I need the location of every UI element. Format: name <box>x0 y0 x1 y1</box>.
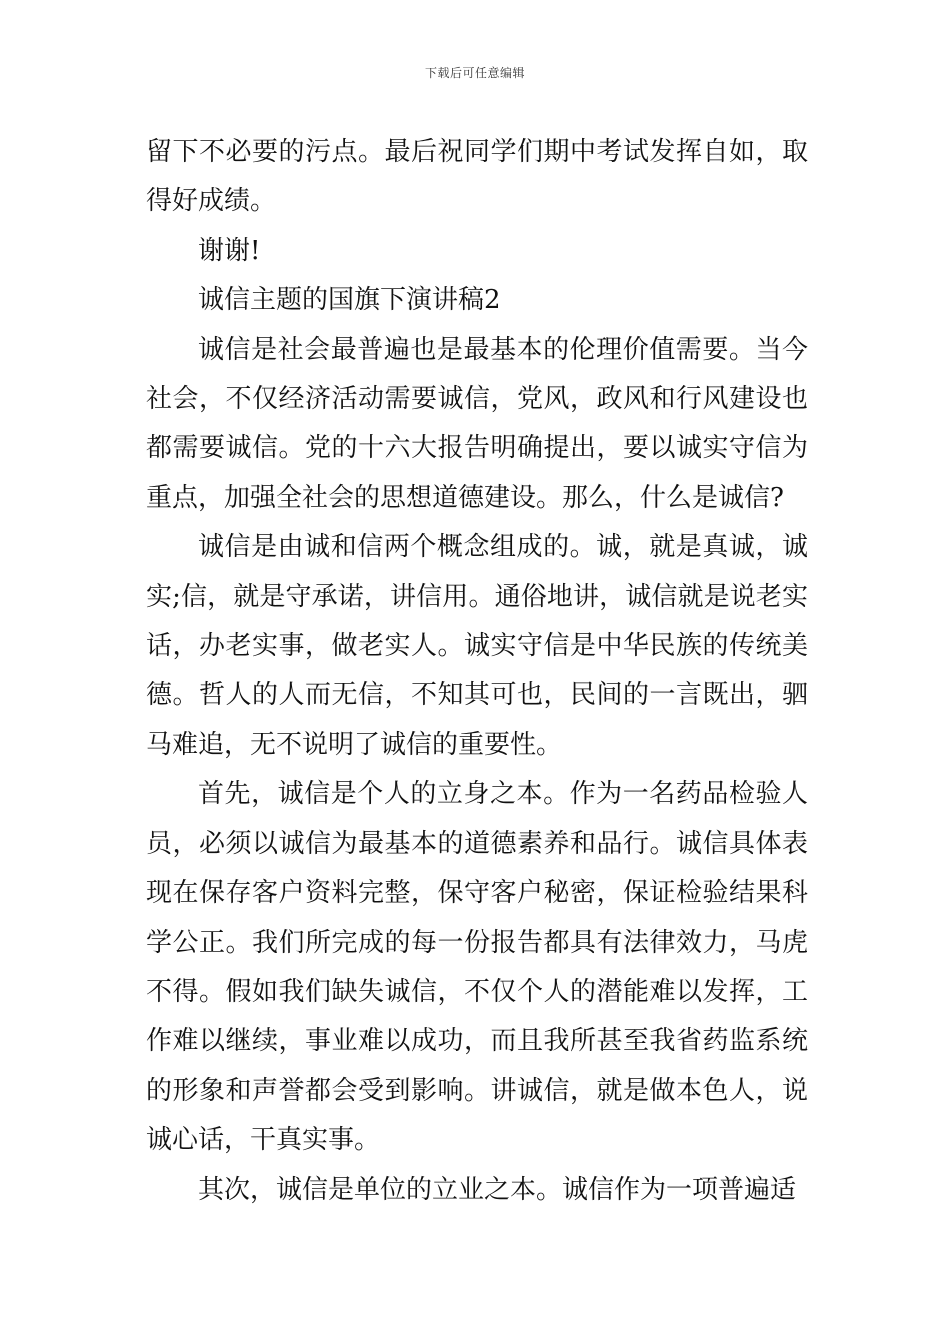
paragraph: 首先，诚信是个人的立身之本。作为一名药品检验人员，必须以诚信为最基本的道德素养和品行。诚信具体表现在保存客户资料完整，保守客户秘密，保证检验结果科学公正。我们所完成的每一份报告都具有法律效力，马虎不得。假如我们缺失诚信，不仅个人的潜能难以发挥，工作难以继续，事业难以成功，而且我所甚至我省药监系统的形象和声誉都会受到影响。讲诚信，就是做本色人，说诚心话，干真实事。 <box>146 779 808 1156</box>
paragraph: 留下不必要的污点。最后祝同学们期中考试发挥自如，取得好成绩。 <box>146 137 808 217</box>
document-body <box>146 128 808 1215</box>
paragraph: 其次，诚信是单位的立业之本。诚信作为一项普遍适 <box>198 1174 797 1205</box>
paragraph: 诚信是由诚和信两个概念组成的。诚，就是真诚，诚实;信，就是守承诺，讲信用。通俗地讲，诚信就是说老实话，办老实事，做老实人。诚实守信是中华民族的传统美德。哲人的人而无信，不知其可也，民间的一言既出，驷马难追，无不说明了诚信的重要性。 <box>146 532 808 760</box>
paragraph: 诚信是社会最普遍也是最基本的伦理价值需要。当今社会，不仅经济活动需要诚信，党风，政风和行风建设也都需要诚信。党的十六大报告明确提出，要以诚实守信为重点，加强全社会的思想道德建设。那么，什么是诚信? <box>146 334 808 513</box>
paragraph: 谢谢! <box>198 235 261 266</box>
section-title: 诚信主题的国旗下演讲稿2 <box>198 285 501 316</box>
page-header: 下载后可任意编辑 <box>424 66 525 80</box>
